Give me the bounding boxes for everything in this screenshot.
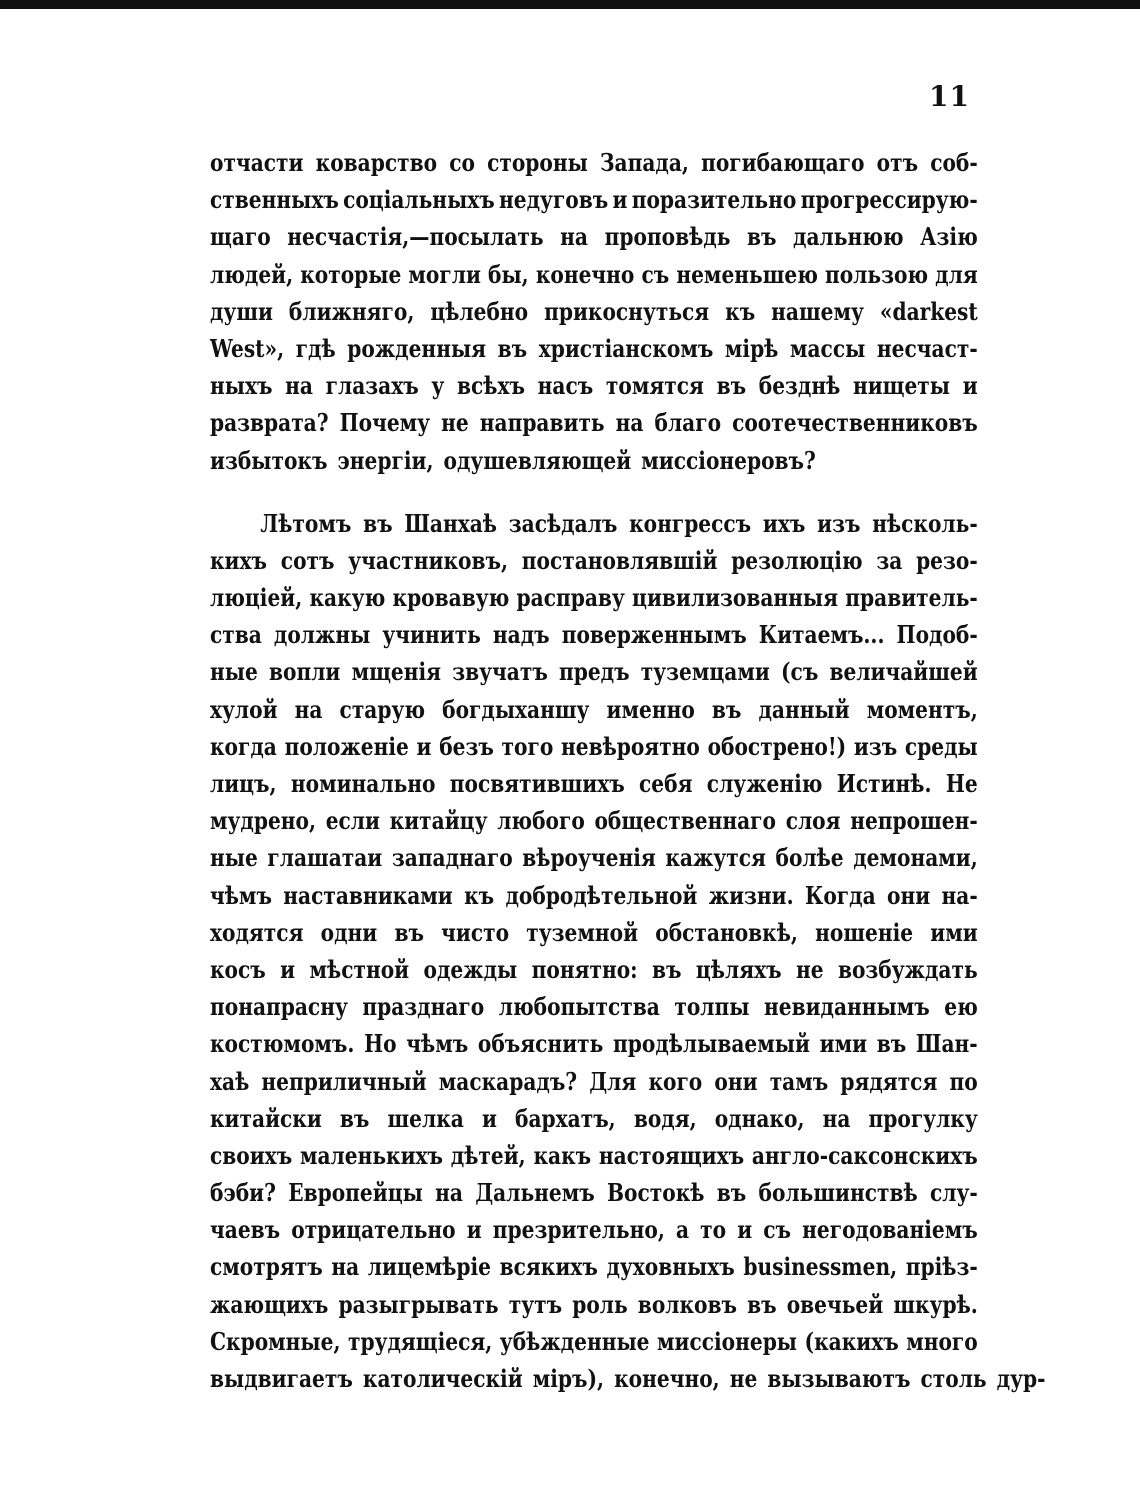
text-line: кихъ сотъ участниковъ, постановлявшій резолюцію за резо- [210, 545, 978, 575]
text-line: когда положеніе и безъ того невѣроятно обострено!) изъ среды [210, 731, 978, 761]
text-line: хаѣ неприличный маскарадъ? Для кого они тамъ рядятся по [210, 1066, 978, 1096]
text-line: Скромные, трудящіеся, убѣжденные миссіонеры (какихъ много [210, 1326, 978, 1356]
text-line: лицъ, номинально посвятившихъ себя служенію Истинѣ. Не [210, 769, 978, 798]
text-line: разврата? Почему не направить на благо соотечественниковъ [210, 408, 978, 438]
body-text [210, 144, 1046, 1397]
text-line: костюмомъ. Но чѣмъ объяснить продѣлываемый ими въ Шан- [210, 1029, 978, 1059]
text-line: чѣмъ наставниками къ добродѣтельной жизни. Когда они на- [210, 880, 978, 910]
text-line: щаго несчастія,—посылать на проповѣдь въ дальнюю Азію [210, 222, 978, 252]
text-line: ныхъ на глазахъ у всѣхъ насъ томятся въ безднѣ нищеты и [210, 371, 978, 401]
text-line: китайски въ шелка и бархатъ, водя, однако, на прогулку [210, 1103, 978, 1133]
text-line: косъ и мѣстной одежды понятно: въ цѣляхъ не возбуждать [210, 954, 978, 984]
paragraph-gap [210, 479, 978, 505]
text-line: отчасти коварство со стороны Запада, погибающаго отъ соб- [210, 148, 978, 177]
text-line: бэби? Европейцы на Дальнемъ Востокѣ въ большинствѣ слу- [210, 1178, 978, 1208]
text-line: ственныхъ соціальныхъ недуговъ и поразительно прогрессирую- [210, 185, 978, 215]
text-line: люціей, какую кровавую расправу цивилизованныя правитель- [210, 583, 978, 613]
text-line: Лѣтомъ въ Шанхаѣ засѣдалъ конгрессъ ихъ изъ нѣсколь- [260, 508, 978, 538]
text-line: жающихъ разыгрывать тутъ роль волковъ въ овечьей шкурѣ. [210, 1289, 978, 1319]
page-number: 11 [929, 80, 970, 113]
text-line: избытокъ энергіи, одушевляющей миссіонеровъ? [210, 445, 816, 475]
text-line: смотрятъ на лицемѣріе всякихъ духовныхъ businessmen, пріѣз- [210, 1252, 978, 1282]
text-line: мудрено, если китайцу любого общественнаго слоя непрошен- [210, 806, 978, 836]
text-line: хулой на старую богдыханшу именно въ данный моментъ, [210, 694, 978, 724]
paragraph [210, 144, 978, 479]
text-line: понапрасну празднаго любопытства толпы невиданнымъ ею [210, 992, 978, 1022]
text-line: души ближняго, цѣлебно прикоснуться къ нашему «darkest [210, 296, 978, 326]
text-line: выдвигаетъ католическій міръ), конечно, не вызываютъ столь дур- [210, 1364, 1046, 1393]
text-line: West», гдѣ рожденныя въ христіанскомъ мірѣ массы несчаст- [210, 333, 978, 363]
top-border-rule [0, 0, 1140, 9]
text-line: ства должны учинить надъ поверженнымъ Китаемъ... Подоб- [210, 620, 978, 650]
text-line: ные вопли мщенія звучатъ предъ туземцами (съ величайшей [210, 657, 978, 687]
text-line: своихъ маленькихъ дѣтей, какъ настоящихъ англо-саксонскихъ [210, 1140, 978, 1170]
text-line: ходятся одни въ чисто туземной обстановкѣ, ношеніе ими [210, 917, 978, 947]
text-line: людей, которые могли бы, конечно съ неменьшею пользою для [210, 259, 978, 289]
text-line: чаевъ отрицательно и презрительно, а то и съ негодованіемъ [210, 1215, 978, 1245]
paragraph [210, 505, 1046, 1398]
text-line: ные глашатаи западнаго вѣроученія кажутся болѣе демонами, [210, 843, 978, 873]
